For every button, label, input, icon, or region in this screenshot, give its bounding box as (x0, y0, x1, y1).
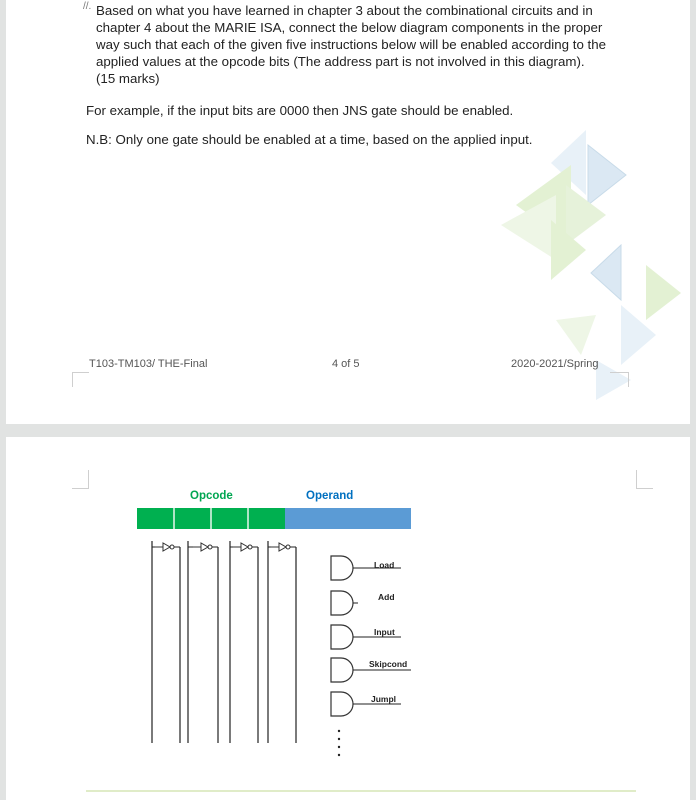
gate-label-load: Load (374, 560, 395, 570)
triangle-shape (646, 265, 681, 320)
continuation-dots (338, 730, 340, 756)
document-page-2 (6, 437, 690, 800)
footer-right: 2020-2021/Spring (511, 358, 599, 370)
question-line: way such that each of the given five instructions below will be enabled according to the (96, 37, 607, 52)
question-number: //. (83, 1, 92, 12)
note-text: N.B: Only one gate should be enabled at a time, based on the applied input. (86, 132, 533, 147)
gate-label-input: Input (374, 627, 395, 637)
circuit-diagram (6, 437, 690, 800)
question-line: (15 marks) (96, 71, 160, 86)
triangle-shape (588, 145, 626, 205)
gate-label-jumpi: Jumpl (371, 694, 397, 704)
document-page-1 (6, 0, 690, 424)
bit-wires (152, 541, 296, 743)
operand-field (285, 508, 411, 529)
question-line: chapter 4 about the MARIE ISA, connect the below diagram components in the proper (96, 20, 603, 35)
triangle-shape (591, 245, 621, 300)
example-text: For example, if the input bits are 0000 then JNS gate should be enabled. (86, 103, 514, 118)
question-line: applied values at the opcode bits (The address part is not involved in this diagram). (96, 54, 585, 69)
question-text (96, 2, 606, 87)
footer-center: 4 of 5 (332, 358, 360, 370)
corner-mark (610, 372, 629, 387)
question-line: Based on what you have learned in chapter 3 about the combinational circuits and in (96, 3, 593, 18)
gate-label-skipcond: Skipcond (369, 659, 408, 669)
triangle-shape (556, 315, 596, 355)
footer-left: T103-TM103/ THE-Final (89, 358, 208, 370)
and-gate (331, 591, 358, 615)
corner-mark (72, 372, 89, 387)
opcode-label: Opcode (190, 490, 233, 502)
gate-label-add: Add (378, 592, 395, 602)
operand-label: Operand (306, 490, 354, 502)
